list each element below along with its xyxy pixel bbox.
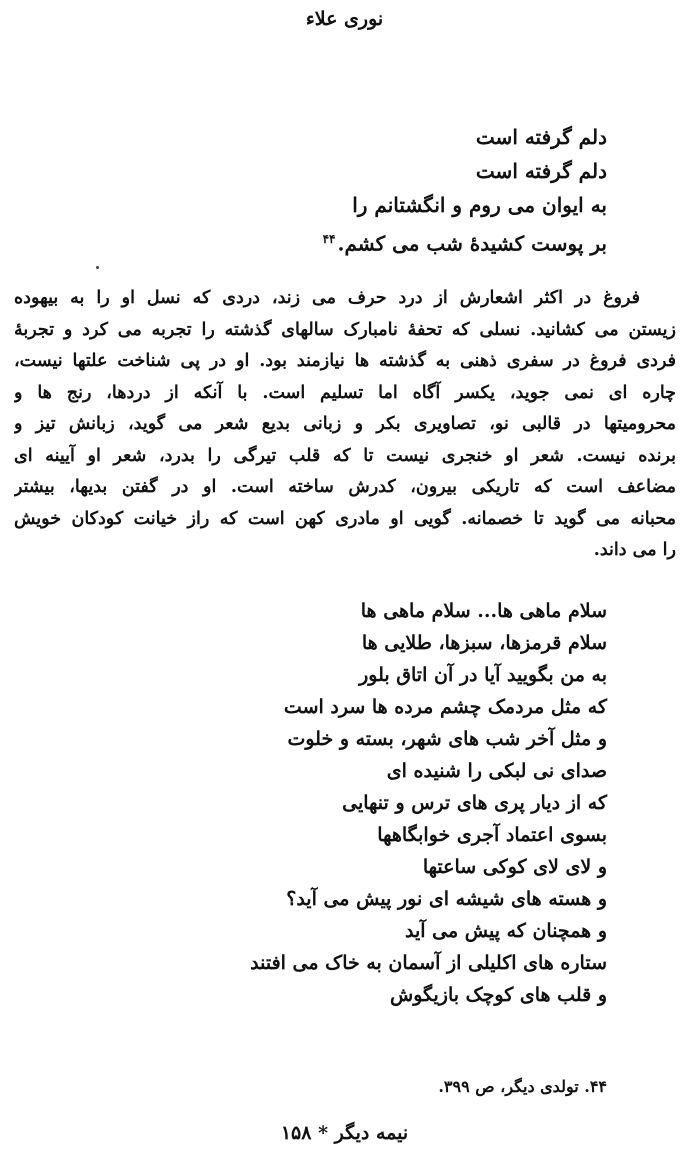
paragraph-line: فردی فروغ در سفری ذهنی به گذشته ها نیازمند بود. او در پی شناخت علتها نیست، <box>14 351 676 371</box>
poem-line: دلم گرفته است <box>475 125 607 149</box>
footnote-reference: ۴۴ <box>322 232 336 246</box>
poem-line: و هسته های شیشه ای نور پیش می آید؟ <box>286 888 607 910</box>
paragraph-line: برنده نیست. شعر او خنجری نیست تا که قلب تیرگی را بدرد، شعر او آیینه ای <box>14 445 676 466</box>
poem-line <box>87 222 607 256</box>
poem-line: به ایوان می روم و انگشتانم را <box>352 193 607 217</box>
running-header: نوری علاء <box>305 8 384 30</box>
poem-line: و قلب های کوچک بازیگوش <box>390 984 607 1006</box>
paragraph-line: محبانه می گوید تا خصمانه. گویی او مادری کهن است که راز خیانت کودکان خویش <box>14 508 676 529</box>
page-folio: نیمه دیگر * ۱۵۸ <box>280 1122 409 1144</box>
poem-line: و مثل آخر شب های شهر، بسته و خلوت <box>287 728 607 750</box>
paragraph-line: را می داند. <box>593 540 676 560</box>
paragraph-line: مضاعف است که تاریکی بیرون، کدرش ساخته است. او در گفتن بدیها، بیشتر <box>14 477 676 497</box>
ink-speck <box>96 266 99 269</box>
poem-line: سلام قرمزها، سبزها، طلایی ها <box>361 632 607 654</box>
poem-line-text: بر پوست کشیدهٔ شب می کشم. <box>337 231 607 256</box>
poem-line: به من بگویید آیا در آن اتاق بلور <box>359 664 607 686</box>
paragraph-line: فروغ در اکثر اشعارش از درد حرف می زند، دردی که نسل او را به بیهوده <box>14 288 640 308</box>
prose-paragraph <box>14 283 676 567</box>
poem-line: صدای نی لبکی را شنیده ای <box>386 760 607 782</box>
poem-line: که مثل مردمک چشم مرده ها سرد است <box>283 696 607 718</box>
poem-line: که از دیار پری های ترس و تنهایی <box>342 792 607 814</box>
quoted-poem <box>47 595 607 1011</box>
poem-line: و لای لای کوکی ساعتها <box>422 856 607 878</box>
paragraph-line: زیستن می کشانید. نسلی که تحفهٔ نامبارک سالهای گذشته را تجربه می کرد و تجربهٔ <box>14 319 676 340</box>
paragraph-line: چاره ای نمی جوید، یکسر آگاه اما تسلیم است. با آنکه از دردها، رنج ها و <box>14 382 676 403</box>
poem-line: و همچنان که پیش می آید <box>404 920 607 942</box>
poem-line: سلام ماهی ها... سلام ماهی ها <box>360 600 607 622</box>
footnote: ۴۴. تولدی دیگر، ص ۳۹۹. <box>438 1077 607 1096</box>
poem-line: ستاره های اکلیلی از آسمان به خاک می افتند <box>250 952 607 974</box>
opening-poem <box>87 120 607 256</box>
paragraph-line: محرومیتها در قالبی نو، تصاویری بکر و زبانی بدیع شعر می گوید، زبانش تیز و <box>14 414 676 434</box>
poem-line: بسوی اعتماد آجری خوابگاهها <box>377 824 607 846</box>
poem-line: دلم گرفته است <box>475 159 607 183</box>
